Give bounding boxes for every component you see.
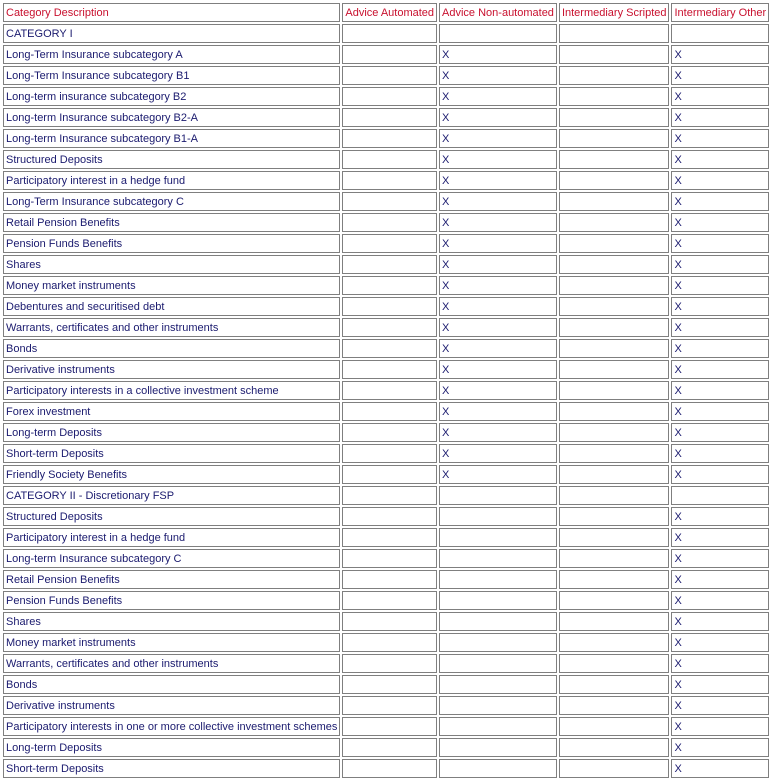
cell-advice-non-automated <box>439 696 557 715</box>
table-row <box>3 213 769 232</box>
cell-intermediary-other: X <box>671 108 769 127</box>
cell-intermediary-other: X <box>671 423 769 442</box>
cell-advice-automated <box>342 507 437 526</box>
cell-advice-automated <box>342 738 437 757</box>
cell-intermediary-other <box>671 486 769 505</box>
table-row <box>3 591 769 610</box>
cell-category-description: Forex investment <box>3 402 340 421</box>
table-row <box>3 129 769 148</box>
table-row <box>3 423 769 442</box>
cell-advice-non-automated: X <box>439 255 557 274</box>
cell-category-description: Long-term Deposits <box>3 738 340 757</box>
cell-advice-non-automated <box>439 759 557 778</box>
cell-advice-automated <box>342 234 437 253</box>
table-row <box>3 633 769 652</box>
cell-intermediary-scripted <box>559 297 670 316</box>
cell-intermediary-other: X <box>671 675 769 694</box>
cell-advice-non-automated <box>439 486 557 505</box>
cell-intermediary-scripted <box>559 192 670 211</box>
cell-intermediary-scripted <box>559 87 670 106</box>
cell-intermediary-scripted <box>559 423 670 442</box>
cell-intermediary-scripted <box>559 612 670 631</box>
cell-advice-automated <box>342 717 437 736</box>
table-row <box>3 276 769 295</box>
cell-advice-automated <box>342 696 437 715</box>
cell-intermediary-other: X <box>671 549 769 568</box>
cell-advice-non-automated <box>439 612 557 631</box>
column-header-category-description: Category Description <box>3 3 340 22</box>
cell-intermediary-scripted <box>559 360 670 379</box>
cell-advice-non-automated: X <box>439 171 557 190</box>
cell-advice-non-automated <box>439 633 557 652</box>
cell-intermediary-other: X <box>671 339 769 358</box>
table-row <box>3 381 769 400</box>
cell-intermediary-other: X <box>671 465 769 484</box>
cell-intermediary-other: X <box>671 255 769 274</box>
cell-advice-automated <box>342 24 437 43</box>
cell-intermediary-scripted <box>559 528 670 547</box>
cell-category-description: Long-Term Insurance subcategory C <box>3 192 340 211</box>
table-row <box>3 339 769 358</box>
table-row <box>3 717 769 736</box>
cell-intermediary-scripted <box>559 675 670 694</box>
cell-intermediary-other: X <box>671 738 769 757</box>
cell-intermediary-scripted <box>559 129 670 148</box>
cell-category-description: CATEGORY II - Discretionary FSP <box>3 486 340 505</box>
table-row <box>3 66 769 85</box>
cell-intermediary-other: X <box>671 528 769 547</box>
cell-advice-non-automated: X <box>439 66 557 85</box>
cell-category-description: Participatory interests in one or more collective investment schemes <box>3 717 340 736</box>
cell-advice-automated <box>342 528 437 547</box>
cell-intermediary-scripted <box>559 150 670 169</box>
table-row <box>3 444 769 463</box>
table-row <box>3 171 769 190</box>
table-row <box>3 654 769 673</box>
cell-intermediary-other: X <box>671 402 769 421</box>
cell-category-description: Shares <box>3 255 340 274</box>
cell-intermediary-other: X <box>671 612 769 631</box>
cell-advice-automated <box>342 171 437 190</box>
table-row <box>3 87 769 106</box>
table-row <box>3 318 769 337</box>
cell-intermediary-other: X <box>671 381 769 400</box>
cell-advice-automated <box>342 570 437 589</box>
cell-advice-automated <box>342 87 437 106</box>
cell-intermediary-scripted <box>559 738 670 757</box>
cell-category-description: Participatory interest in a hedge fund <box>3 528 340 547</box>
cell-intermediary-other: X <box>671 129 769 148</box>
cell-intermediary-scripted <box>559 591 670 610</box>
cell-advice-automated <box>342 129 437 148</box>
table-row <box>3 255 769 274</box>
cell-advice-automated <box>342 381 437 400</box>
cell-advice-automated <box>342 633 437 652</box>
cell-intermediary-scripted <box>559 717 670 736</box>
cell-intermediary-other: X <box>671 171 769 190</box>
table-row <box>3 486 769 505</box>
cell-intermediary-scripted <box>559 696 670 715</box>
cell-advice-automated <box>342 192 437 211</box>
cell-advice-non-automated <box>439 570 557 589</box>
cell-advice-non-automated <box>439 549 557 568</box>
cell-category-description: Retail Pension Benefits <box>3 570 340 589</box>
table-row <box>3 528 769 547</box>
cell-category-description: Retail Pension Benefits <box>3 213 340 232</box>
cell-category-description: Long-term insurance subcategory B2 <box>3 87 340 106</box>
cell-intermediary-other: X <box>671 717 769 736</box>
cell-intermediary-other: X <box>671 276 769 295</box>
table-row <box>3 297 769 316</box>
cell-category-description: Participatory interests in a collective investment scheme <box>3 381 340 400</box>
cell-advice-automated <box>342 66 437 85</box>
table-row <box>3 570 769 589</box>
cell-intermediary-scripted <box>559 759 670 778</box>
cell-advice-automated <box>342 444 437 463</box>
cell-advice-automated <box>342 402 437 421</box>
table-row <box>3 612 769 631</box>
cell-intermediary-scripted <box>559 318 670 337</box>
cell-advice-non-automated: X <box>439 339 557 358</box>
cell-category-description: Bonds <box>3 339 340 358</box>
cell-intermediary-scripted <box>559 465 670 484</box>
cell-advice-automated <box>342 612 437 631</box>
cell-advice-automated <box>342 276 437 295</box>
cell-advice-automated <box>342 675 437 694</box>
cell-category-description: Structured Deposits <box>3 150 340 169</box>
table-row <box>3 465 769 484</box>
cell-category-description: Money market instruments <box>3 633 340 652</box>
cell-advice-non-automated: X <box>439 402 557 421</box>
cell-category-description: Participatory interest in a hedge fund <box>3 171 340 190</box>
cell-advice-automated <box>342 759 437 778</box>
cell-advice-non-automated <box>439 507 557 526</box>
cell-intermediary-scripted <box>559 381 670 400</box>
cell-advice-non-automated: X <box>439 234 557 253</box>
cell-advice-automated <box>342 318 437 337</box>
cell-intermediary-other: X <box>671 234 769 253</box>
cell-intermediary-scripted <box>559 255 670 274</box>
cell-intermediary-scripted <box>559 213 670 232</box>
cell-intermediary-other: X <box>671 759 769 778</box>
cell-category-description: Bonds <box>3 675 340 694</box>
table-row <box>3 192 769 211</box>
cell-intermediary-other: X <box>671 87 769 106</box>
cell-advice-automated <box>342 255 437 274</box>
cell-category-description: Long-term Insurance subcategory B2-A <box>3 108 340 127</box>
cell-advice-non-automated: X <box>439 150 557 169</box>
table-row <box>3 675 769 694</box>
table-row <box>3 150 769 169</box>
cell-intermediary-other: X <box>671 213 769 232</box>
fsp-category-table <box>1 1 771 780</box>
table-row <box>3 696 769 715</box>
cell-intermediary-scripted <box>559 24 670 43</box>
cell-advice-automated <box>342 465 437 484</box>
cell-intermediary-scripted <box>559 234 670 253</box>
cell-intermediary-scripted <box>559 108 670 127</box>
cell-advice-non-automated: X <box>439 318 557 337</box>
cell-category-description: Warrants, certificates and other instruments <box>3 318 340 337</box>
cell-category-description: Warrants, certificates and other instruments <box>3 654 340 673</box>
cell-intermediary-other: X <box>671 318 769 337</box>
cell-category-description: Short-term Deposits <box>3 444 340 463</box>
cell-advice-non-automated: X <box>439 360 557 379</box>
cell-intermediary-other: X <box>671 444 769 463</box>
cell-category-description: Money market instruments <box>3 276 340 295</box>
cell-intermediary-other: X <box>671 45 769 64</box>
cell-advice-non-automated <box>439 591 557 610</box>
cell-advice-non-automated: X <box>439 213 557 232</box>
column-header-intermediary-other: Intermediary Other <box>671 3 769 22</box>
cell-advice-automated <box>342 423 437 442</box>
cell-intermediary-scripted <box>559 66 670 85</box>
table-row <box>3 108 769 127</box>
cell-intermediary-scripted <box>559 339 670 358</box>
table-row <box>3 402 769 421</box>
cell-intermediary-other: X <box>671 507 769 526</box>
cell-intermediary-scripted <box>559 171 670 190</box>
cell-intermediary-scripted <box>559 402 670 421</box>
cell-intermediary-scripted <box>559 570 670 589</box>
cell-advice-non-automated: X <box>439 276 557 295</box>
cell-intermediary-other: X <box>671 654 769 673</box>
cell-category-description: Debentures and securitised debt <box>3 297 340 316</box>
cell-category-description: Derivative instruments <box>3 696 340 715</box>
cell-advice-non-automated: X <box>439 192 557 211</box>
cell-intermediary-other: X <box>671 696 769 715</box>
cell-advice-automated <box>342 549 437 568</box>
cell-advice-non-automated <box>439 24 557 43</box>
cell-advice-non-automated: X <box>439 45 557 64</box>
cell-advice-automated <box>342 339 437 358</box>
cell-advice-non-automated: X <box>439 87 557 106</box>
table-row <box>3 738 769 757</box>
cell-advice-non-automated: X <box>439 108 557 127</box>
cell-intermediary-scripted <box>559 45 670 64</box>
cell-intermediary-other: X <box>671 66 769 85</box>
cell-advice-automated <box>342 108 437 127</box>
table-row <box>3 360 769 379</box>
cell-category-description: Long-Term Insurance subcategory B1 <box>3 66 340 85</box>
cell-category-description: Pension Funds Benefits <box>3 234 340 253</box>
cell-intermediary-scripted <box>559 507 670 526</box>
cell-intermediary-other: X <box>671 192 769 211</box>
table-row <box>3 234 769 253</box>
cell-intermediary-scripted <box>559 654 670 673</box>
table-row <box>3 759 769 778</box>
cell-advice-non-automated: X <box>439 129 557 148</box>
cell-intermediary-scripted <box>559 633 670 652</box>
cell-advice-automated <box>342 150 437 169</box>
cell-advice-non-automated <box>439 717 557 736</box>
cell-advice-automated <box>342 45 437 64</box>
cell-category-description: Shares <box>3 612 340 631</box>
column-header-advice-automated: Advice Automated <box>342 3 437 22</box>
cell-intermediary-other <box>671 24 769 43</box>
cell-advice-non-automated <box>439 654 557 673</box>
cell-advice-non-automated: X <box>439 423 557 442</box>
cell-intermediary-other: X <box>671 297 769 316</box>
cell-advice-non-automated <box>439 528 557 547</box>
cell-advice-automated <box>342 654 437 673</box>
cell-category-description: CATEGORY I <box>3 24 340 43</box>
cell-advice-automated <box>342 360 437 379</box>
table-body <box>3 24 769 778</box>
cell-advice-automated <box>342 486 437 505</box>
cell-advice-non-automated: X <box>439 381 557 400</box>
cell-category-description: Long-Term Insurance subcategory A <box>3 45 340 64</box>
cell-advice-automated <box>342 591 437 610</box>
cell-advice-non-automated: X <box>439 297 557 316</box>
cell-intermediary-scripted <box>559 444 670 463</box>
cell-intermediary-other: X <box>671 150 769 169</box>
cell-category-description: Long-term Insurance subcategory B1-A <box>3 129 340 148</box>
cell-intermediary-other: X <box>671 591 769 610</box>
header-row <box>3 3 769 22</box>
cell-intermediary-other: X <box>671 570 769 589</box>
cell-category-description: Long-term Insurance subcategory C <box>3 549 340 568</box>
column-header-intermediary-scripted: Intermediary Scripted <box>559 3 670 22</box>
column-header-advice-non-automated: Advice Non-automated <box>439 3 557 22</box>
cell-advice-non-automated <box>439 675 557 694</box>
cell-advice-automated <box>342 297 437 316</box>
cell-category-description: Structured Deposits <box>3 507 340 526</box>
table-row <box>3 549 769 568</box>
table-row <box>3 24 769 43</box>
table-row <box>3 45 769 64</box>
cell-advice-non-automated: X <box>439 465 557 484</box>
cell-advice-non-automated <box>439 738 557 757</box>
cell-intermediary-other: X <box>671 360 769 379</box>
cell-intermediary-scripted <box>559 549 670 568</box>
cell-intermediary-scripted <box>559 486 670 505</box>
cell-advice-non-automated: X <box>439 444 557 463</box>
cell-category-description: Pension Funds Benefits <box>3 591 340 610</box>
cell-intermediary-other: X <box>671 633 769 652</box>
cell-advice-automated <box>342 213 437 232</box>
cell-category-description: Long-term Deposits <box>3 423 340 442</box>
cell-category-description: Friendly Society Benefits <box>3 465 340 484</box>
table-row <box>3 507 769 526</box>
cell-intermediary-scripted <box>559 276 670 295</box>
cell-category-description: Derivative instruments <box>3 360 340 379</box>
cell-category-description: Short-term Deposits <box>3 759 340 778</box>
